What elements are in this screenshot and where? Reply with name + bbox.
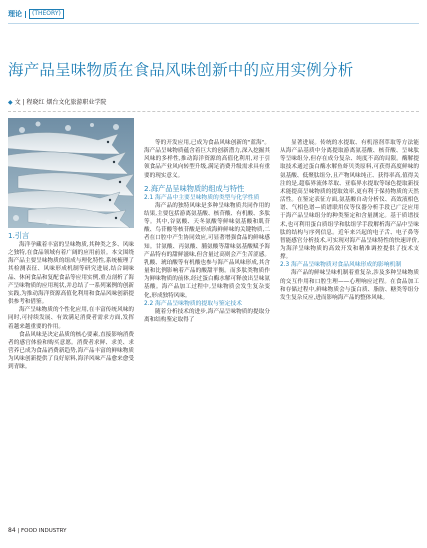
seafood-photo: [8, 118, 134, 228]
fish-image-icon: [8, 118, 134, 228]
section-header: [8, 8, 64, 20]
column-3: [280, 139, 419, 302]
subsection-heading: 2.3 海产品呈味物质对食品风味形成的影响机制: [280, 262, 402, 269]
author-text: 文 | 程晓红 烟台文化旅游职业学院: [14, 99, 107, 106]
section-heading: 2.海产品呈味物质的组成与特性: [144, 183, 245, 193]
section-label: 理论: [8, 10, 22, 18]
column-1: [8, 231, 134, 372]
author-marker-icon: ◆: [8, 99, 13, 106]
footer-divider: |: [17, 528, 20, 534]
header-rule: [8, 23, 419, 24]
header-divider: [25, 11, 26, 18]
paragraph: 显著进展。传统的水提取、有机溶剂萃取等方法能从海产品基质中分离提取游离氨基酸、核苷酸、呈味肽等呈味组分,但存在成分复杂、纯度不高的局限。酶解提取技术通过蛋白酶水解鱼虾贝类原料,可获得高度鲜味的氨基酸、低聚肽组分,且产物风味纯正、获得率高,值得关注的是,超临界流体萃取、亚临界水提取等绿色提取新技术能提高呈味物质的提取效率,更有利于保持物质的天然活性。在鉴定表征方面,氨基酸自动分析仪、高效液相色谱、气相色谱—质谱联用仪等仪器分析手段已广泛应用于海产品呈味组分的种类鉴定和含量测定。基于质谱技术,也可利用蛋白质组学和肽组学手段解析海产品中呈味肽的结构与序列信息。近年来兴起的电子舌、电子鼻等智能感官分析技术,可实现对海产品呈味特性的快速评价,为海洋呈味物质的高效开发和精准调控提供了技术支撑。: [280, 140, 419, 261]
paragraph: 食品风味是决定品质的核心要素,直接影响消费者的感官体验和购买意愿。消费者求鲜、求美、求营养已成为食品消费新趋势,海产品丰富的鲜味物质为风味创新提供了良好原料,海洋风味产品愈来愈受到青睐。: [8, 331, 134, 371]
column-2: [144, 139, 270, 324]
paragraph: 海产品的独特风味是多种呈味物质共同作用的结果,主要包括游离氨基酸、核苷酸、有机酸、多肽等。其中,谷氨酸、天冬氨酸等鲜味氨基酸和肌苷酸、鸟苷酸等核苷酸是形成海鲜鲜味的关键物质,二者在口腔中产生协同效应,可显著增强食品的鲜味感知。甘氨酸、丙氨酸、脯氨酸等甜味氨基酸赋予海产品特有的甜鲜滋味,但含量过高则会产生苦涩感。乳酸、琥珀酸等有机酸也参与海产品风味形成,其含量和比例影响着产品的酸甜平衡。而多肽类物质作为鲜味物质的前体,经过蛋白酶水解可释放出呈味氨基酸。海产品加工过程中,呈味物质会发生复杂变化,形成独特风味。: [144, 202, 270, 299]
author-line: [8, 97, 106, 106]
section-heading: 1.引言: [8, 231, 30, 240]
paragraph: 海洋孕藏着丰富的呈味物质,其种类之多、风味之独特,在食品领域有着广阔的应用前景。本文围绕海产品主要呈味物质的组成与理化特性,系统梳理了其检测表征、风味形成机制等研究进展,结合调味品、休闲食品和复配食品等应用实例,重点剖析了海产呈味物质的应用现状,并总结了一系列案例的创新实践,为推动海洋资源高值化利用和食品风味创新提供参考和借鉴。: [8, 242, 134, 306]
paragraph: 等的开发应用,已成为食品风味创新的"蓝海"。海产品呈味物质蕴含着巨大的创新潜力,深入挖掘其风味的多样性,推动海洋资源的高值化利用,对于引领食品产业风向转型升级,满足消费升级需求具有重要的现实意义。: [144, 140, 270, 179]
paragraph: 随着分析技术的进步,海产品呈味物质的提取分离和结构鉴定取得了: [144, 308, 270, 323]
section-badge: (THEORY): [29, 9, 64, 19]
article-title: 海产品呈味物质在食品风味创新中的应用实例分析: [8, 61, 354, 79]
section-badge-text: THEORY: [34, 10, 59, 17]
title-rule: [8, 111, 419, 112]
subsection-heading: 2.1 海产品中主要呈味物质的类型与化学性质: [144, 194, 260, 201]
paragraph: 海产呈味物质的个性化应用,在丰富传统风味的同时,可持续发展、有效满足消费者需求方面,发挥着越来越重要的作用。: [8, 307, 134, 330]
page-number: 84: [8, 527, 16, 534]
paragraph: 海产品的鲜味呈味机制着重复杂,涉及多种呈味物质的交互作用和口腔生理——心理响应过程。在食品加工和存储过程中,鲜味物质会与蛋白质、脂肪、糖类等组分发生复杂反应,进而影响海产品的整体风味。: [280, 270, 419, 301]
subsection-heading: 2.2 海产品呈味物质的提取与鉴定技术: [144, 300, 243, 307]
page-footer: [8, 527, 66, 534]
journal-name: FOOD INDUSTRY: [21, 528, 67, 534]
